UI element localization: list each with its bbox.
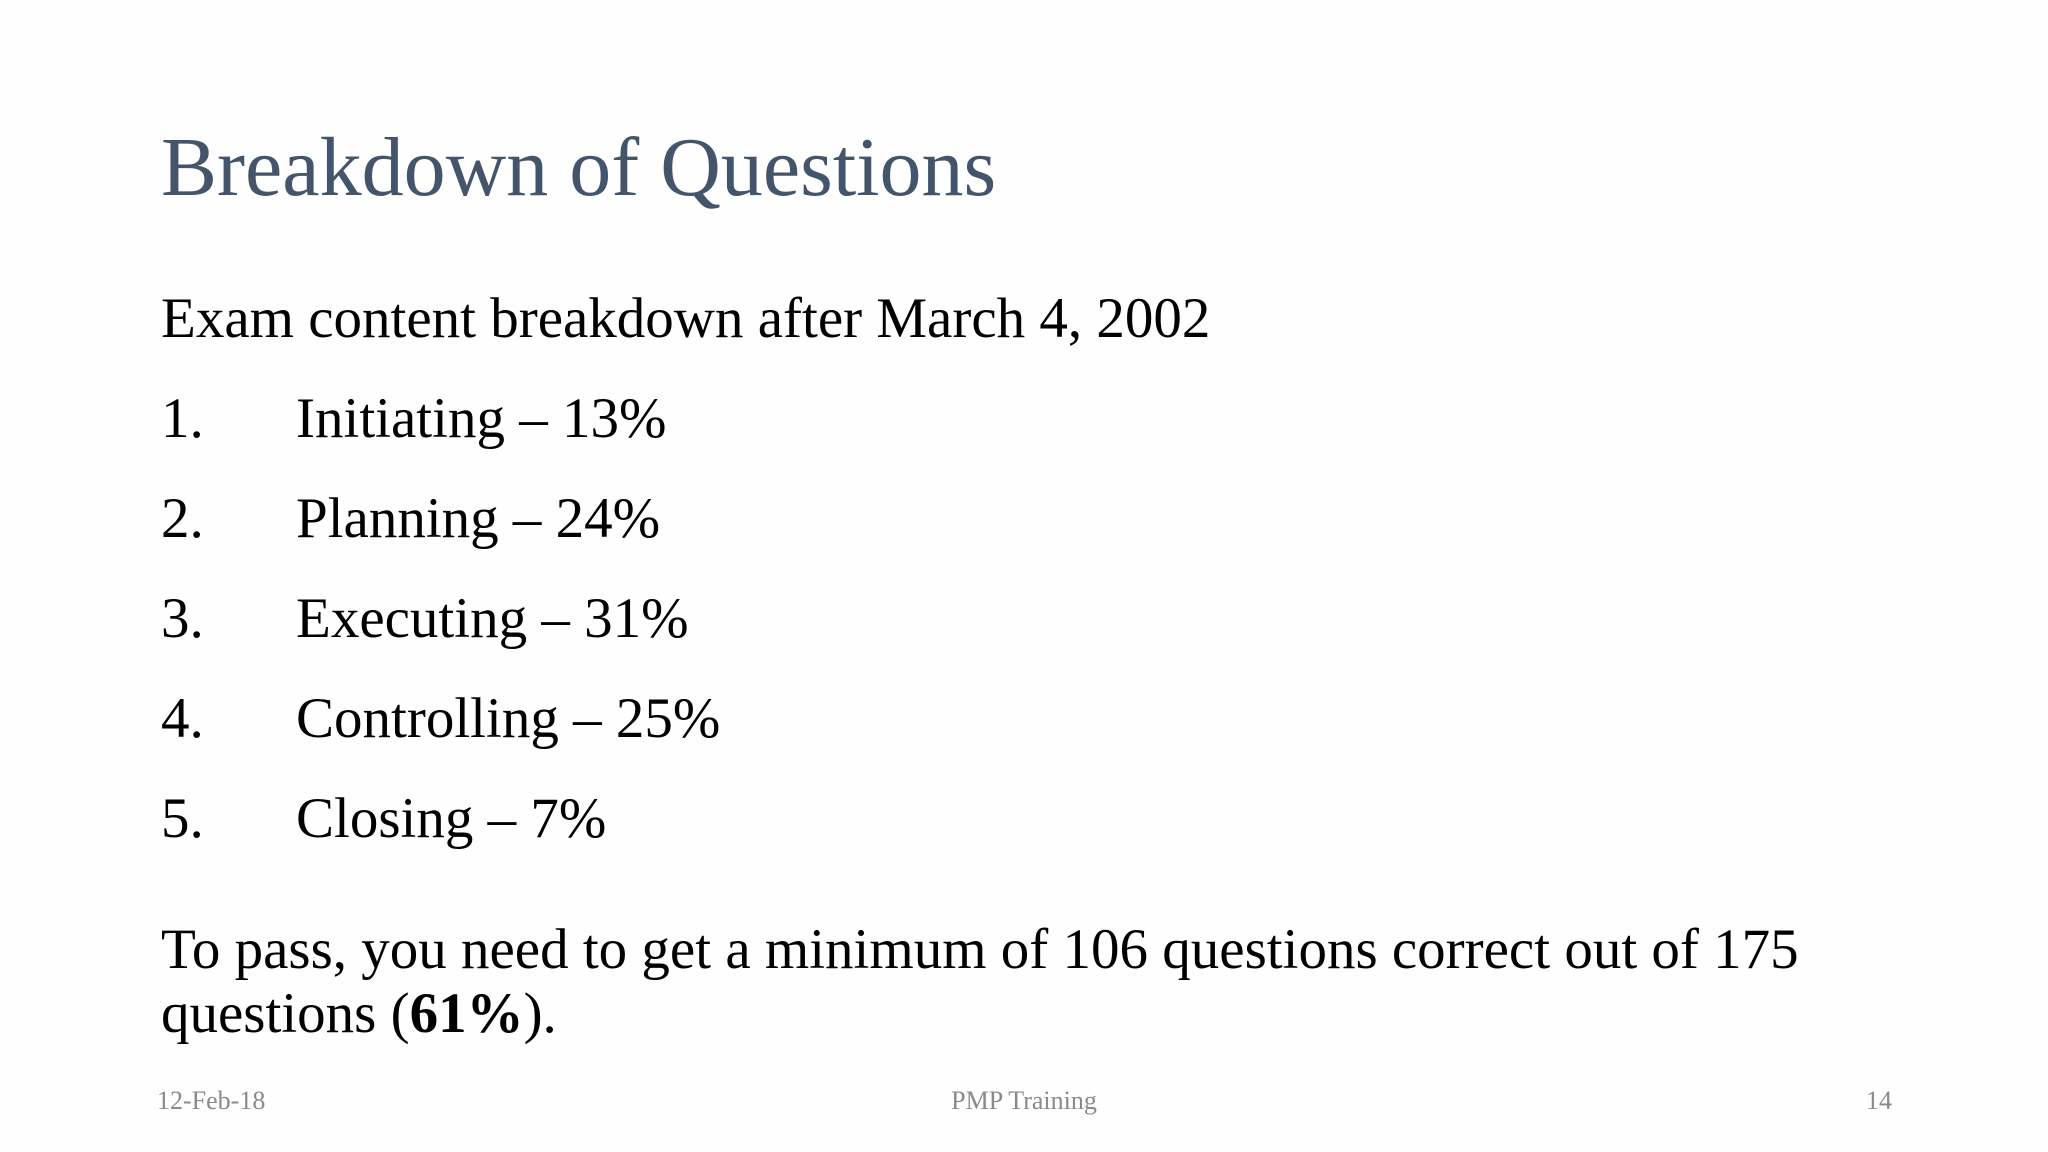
list-item-number: 2. [161,487,204,550]
pass-percentage: 61% [409,982,524,1045]
footer-date: 12-Feb-18 [157,1086,266,1115]
slide-number: 14 [1866,1086,1892,1115]
list-item-text: Controlling – 25% [296,687,721,750]
slide-title: Breakdown of Questions [161,121,997,214]
list-item-text: Closing – 7% [296,787,607,850]
intro-text: Exam content breakdown after March 4, 2002 [161,287,1211,350]
list-item-text: Planning – 24% [296,487,661,550]
list-item-number: 3. [161,587,204,650]
list-item-number: 4. [161,687,204,750]
list-item-text: Initiating – 13% [296,387,667,450]
pass-requirement-text [161,918,1921,1046]
list-item-number: 5. [161,787,204,850]
pass-text-prefix: To pass, you need to get a minimum of 106 questions correct out of 175 questions ( [161,918,1799,1045]
footer-title: PMP Training [951,1086,1097,1115]
list-item-number: 1. [161,387,204,450]
list-item-text: Executing – 31% [296,587,689,650]
pass-text-suffix: ). [523,982,557,1045]
